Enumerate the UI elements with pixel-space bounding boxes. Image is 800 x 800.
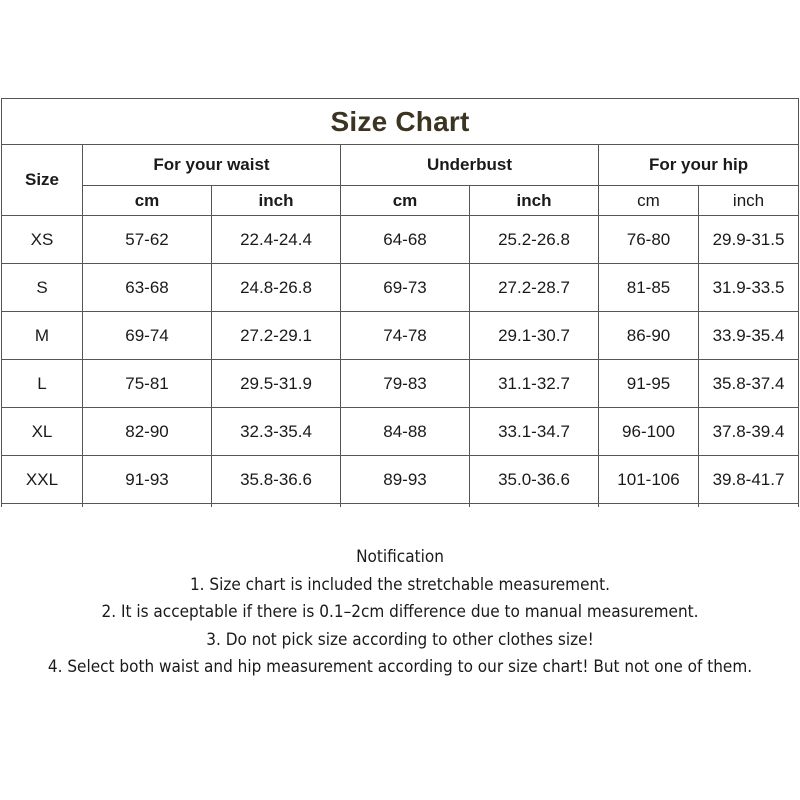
notification-item: 1. Size chart is included the stretchable measurement. <box>189 574 611 595</box>
value-cell: 57-62 <box>83 216 212 264</box>
stub-cell <box>341 504 470 508</box>
value-cell: 29.5-31.9 <box>212 360 341 408</box>
size-cell: XS <box>2 216 83 264</box>
chart-title: Size Chart <box>2 99 799 145</box>
value-cell: 64-68 <box>341 216 470 264</box>
value-cell: 79-83 <box>341 360 470 408</box>
value-cell: 96-100 <box>599 408 699 456</box>
value-cell: 75-81 <box>83 360 212 408</box>
value-cell: 76-80 <box>599 216 699 264</box>
notification-heading: Notification <box>356 547 444 567</box>
value-cell: 31.9-33.5 <box>699 264 799 312</box>
table-row <box>2 408 799 456</box>
table-bottom-stub <box>2 504 799 508</box>
underbust-inch-header: inch <box>470 186 599 216</box>
table-row <box>2 264 799 312</box>
value-cell: 91-95 <box>599 360 699 408</box>
value-cell: 24.8-26.8 <box>212 264 341 312</box>
hip-group-header: For your hip <box>599 145 799 186</box>
value-cell: 37.8-39.4 <box>699 408 799 456</box>
hip-inch-header: inch <box>699 186 799 216</box>
value-cell: 29.1-30.7 <box>470 312 599 360</box>
value-cell: 25.2-26.8 <box>470 216 599 264</box>
value-cell: 33.9-35.4 <box>699 312 799 360</box>
size-cell: M <box>2 312 83 360</box>
table-row <box>2 456 799 504</box>
hip-cm-header: cm <box>599 186 699 216</box>
stub-cell <box>83 504 212 508</box>
value-cell: 82-90 <box>83 408 212 456</box>
waist-group-header: For your waist <box>83 145 341 186</box>
unit-header-row <box>2 186 799 216</box>
value-cell: 39.8-41.7 <box>699 456 799 504</box>
value-cell: 27.2-28.7 <box>470 264 599 312</box>
waist-inch-header: inch <box>212 186 341 216</box>
table-row <box>2 216 799 264</box>
value-cell: 69-74 <box>83 312 212 360</box>
table-row <box>2 312 799 360</box>
underbust-cm-header: cm <box>341 186 470 216</box>
group-header-row <box>2 145 799 186</box>
value-cell: 31.1-32.7 <box>470 360 599 408</box>
value-cell: 74-78 <box>341 312 470 360</box>
stub-cell <box>599 504 699 508</box>
value-cell: 91-93 <box>83 456 212 504</box>
notification-item: 3. Do not pick size according to other clothes size! <box>206 629 594 650</box>
size-column-header: Size <box>2 145 83 216</box>
size-cell: XXL <box>2 456 83 504</box>
notification-block <box>40 544 760 682</box>
size-chart-table <box>1 98 799 507</box>
value-cell: 35.8-36.6 <box>212 456 341 504</box>
value-cell: 89-93 <box>341 456 470 504</box>
waist-cm-header: cm <box>83 186 212 216</box>
notification-item: 4. Select both waist and hip measurement according to our size chart! But not one of them. <box>47 657 753 677</box>
value-cell: 86-90 <box>599 312 699 360</box>
size-cell: S <box>2 264 83 312</box>
title-row <box>2 99 799 145</box>
value-cell: 35.8-37.4 <box>699 360 799 408</box>
value-cell: 63-68 <box>83 264 212 312</box>
value-cell: 22.4-24.4 <box>212 216 341 264</box>
value-cell: 84-88 <box>341 408 470 456</box>
notification-item: 2. It is acceptable if there is 0.1–2cm difference due to manual measurement. <box>101 602 699 622</box>
value-cell: 69-73 <box>341 264 470 312</box>
table-row <box>2 360 799 408</box>
stub-cell <box>470 504 599 508</box>
value-cell: 35.0-36.6 <box>470 456 599 504</box>
value-cell: 81-85 <box>599 264 699 312</box>
value-cell: 33.1-34.7 <box>470 408 599 456</box>
value-cell: 101-106 <box>599 456 699 504</box>
stub-cell <box>212 504 341 508</box>
value-cell: 27.2-29.1 <box>212 312 341 360</box>
value-cell: 29.9-31.5 <box>699 216 799 264</box>
value-cell: 32.3-35.4 <box>212 408 341 456</box>
stub-cell <box>699 504 799 508</box>
stub-cell <box>2 504 83 508</box>
underbust-group-header: Underbust <box>341 145 599 186</box>
size-cell: L <box>2 360 83 408</box>
size-cell: XL <box>2 408 83 456</box>
